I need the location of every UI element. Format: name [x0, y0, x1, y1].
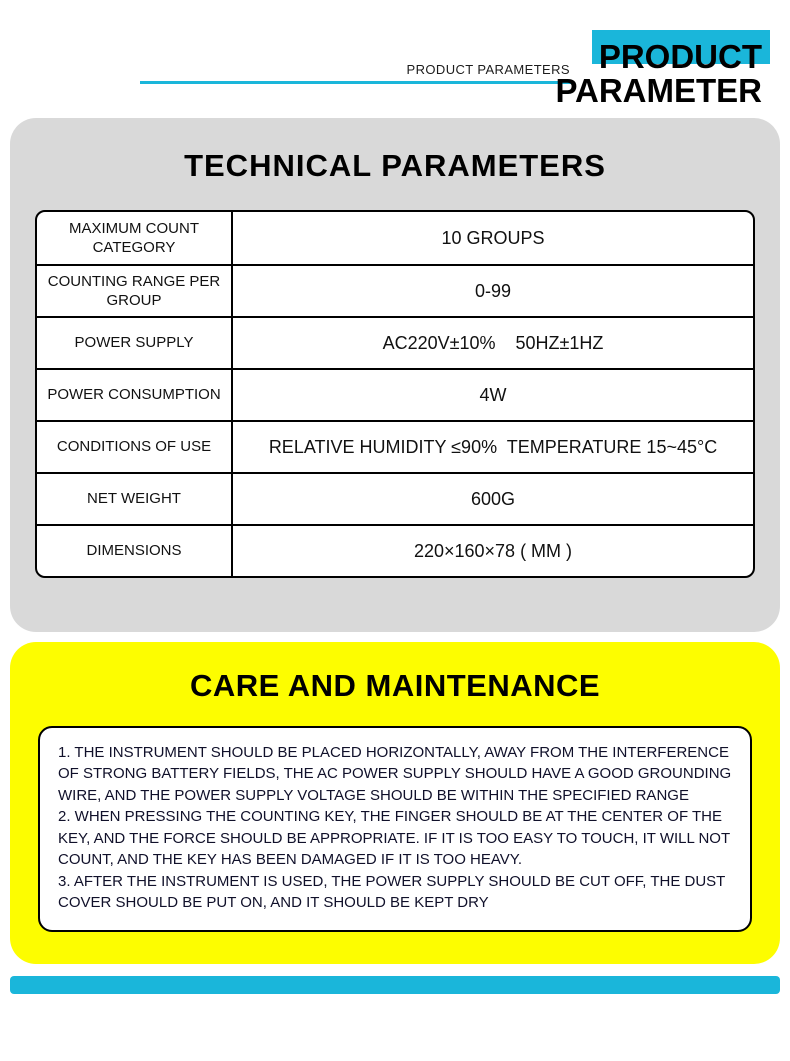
table-row: [37, 420, 753, 472]
row-value: 220×160×78 ( MM ): [233, 524, 753, 576]
technical-parameters-title: TECHNICAL PARAMETERS: [184, 148, 606, 183]
header-accent-line: [140, 81, 572, 84]
big-title-line2: PARAMETER: [555, 72, 762, 109]
table-row: [37, 316, 753, 368]
row-value: 4W: [233, 368, 753, 420]
row-label: MAXIMUM COUNT CATEGORY: [37, 212, 233, 264]
table-row: [37, 472, 753, 524]
care-text-box: [38, 726, 752, 932]
row-label: POWER CONSUMPTION: [37, 368, 233, 420]
table-row: [37, 524, 753, 576]
row-value: 10 GROUPS: [441, 227, 545, 248]
care-item-1: 1. THE INSTRUMENT SHOULD BE PLACED HORIZONTALLY, AWAY FROM THE INTERFERENCE OF STRONG BATTERY FIELDS, THE AC POWER SUPPLY SHOULD HAVE A GOOD GROUNDING WIRE, AND THE POWER SUPPLY VOLTAGE SHOULD BE WITHIN THE SPECIFIED RANGE: [58, 744, 732, 804]
header-small-title: PRODUCT PARAMETERS: [406, 62, 570, 77]
row-value: RELATIVE HUMIDITY ≤90% TEMPERATURE 15~45°C: [233, 420, 753, 472]
care-maintenance-title: CARE AND MAINTENANCE: [189, 668, 601, 703]
technical-parameters-table: [37, 212, 753, 576]
bottom-accent-bar: [10, 976, 780, 994]
row-label: COUNTING RANGE PER GROUP: [37, 264, 233, 316]
row-value: 600G: [233, 472, 753, 524]
care-item-3: 3. AFTER THE INSTRUMENT IS USED, THE POWER SUPPLY SHOULD BE CUT OFF, THE DUST COVER SHOULD BE PUT ON, AND IT SHOULD BE KEPT DRY: [58, 872, 726, 912]
row-value: AC220V±10% 50HZ±1HZ: [233, 316, 753, 368]
table-row: [37, 368, 753, 420]
header-big-title: [555, 30, 762, 108]
table-row: [37, 264, 753, 316]
row-label: DIMENSIONS: [37, 524, 233, 576]
header: [0, 0, 790, 118]
technical-parameters-table-wrap: [35, 210, 755, 578]
technical-parameters-section: [10, 118, 780, 632]
big-title-line1: PRODUCT: [598, 38, 762, 75]
row-label: CONDITIONS OF USE: [37, 420, 233, 472]
row-label: POWER SUPPLY: [37, 316, 233, 368]
care-maintenance-section: [10, 642, 780, 964]
row-label: NET WEIGHT: [37, 472, 233, 524]
row-value: 0-99: [233, 264, 753, 316]
table-row: [37, 212, 753, 264]
care-item-2: 2. WHEN PRESSING THE COUNTING KEY, THE FINGER SHOULD BE AT THE CENTER OF THE KEY, AND THE FORCE SHOULD BE APPROPRIATE. IF IT IS TOO EASY TO TOUCH, IT WILL NOT COUNT, AND THE KEY HAS BEEN DAMAGED IF IT IS TOO HEAVY.: [58, 808, 730, 869]
